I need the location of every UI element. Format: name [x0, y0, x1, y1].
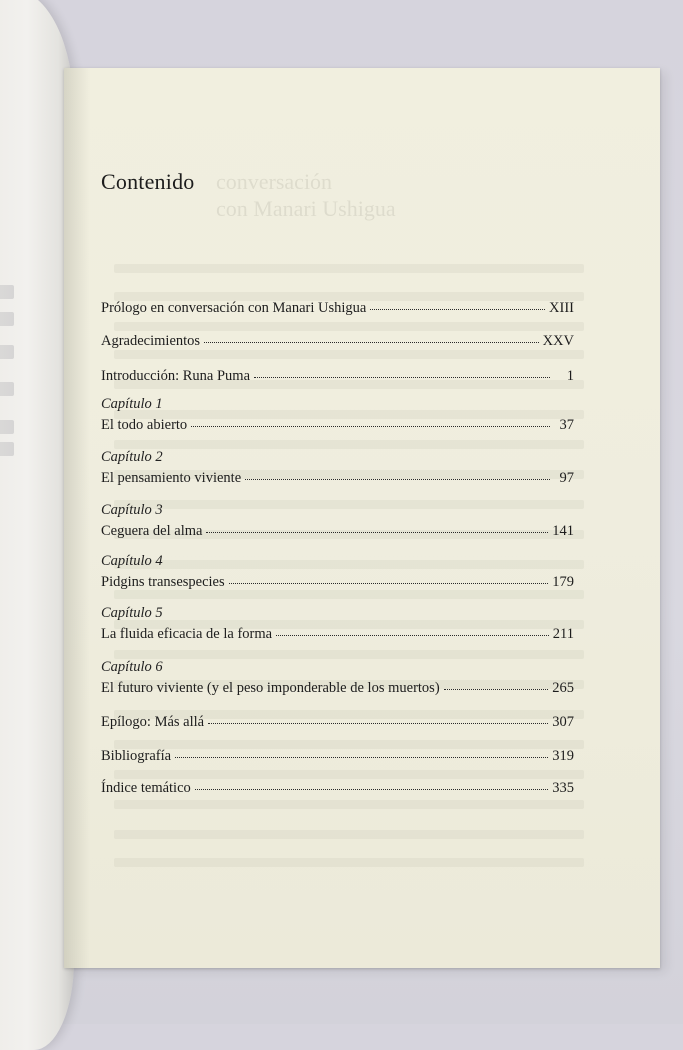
toc-entry: [101, 502, 574, 540]
toc-title: Ceguera del alma: [101, 523, 203, 539]
toc-page-number: XIII: [549, 300, 574, 316]
toc-page-number: XXV: [542, 333, 574, 349]
dot-leader: [245, 478, 550, 480]
page-title: Contenido: [101, 169, 195, 194]
toc-line: [101, 333, 574, 350]
toc-title: Agradecimientos: [101, 333, 201, 349]
toc-page-number: 37: [559, 417, 574, 433]
toc-title: Bibliografía: [101, 748, 172, 764]
toc-entry: [101, 714, 574, 731]
toc-line: [101, 470, 574, 487]
toc-page-number: 335: [552, 780, 574, 796]
toc-entry: [101, 300, 574, 317]
dot-leader: [195, 788, 548, 790]
toc-line: [101, 680, 574, 697]
toc-entry: [101, 748, 574, 765]
dot-leader: [175, 756, 548, 758]
dot-leader: [206, 531, 548, 533]
dot-leader: [229, 582, 549, 584]
dot-leader: [204, 341, 539, 343]
dot-leader: [444, 688, 549, 690]
show-through: conversación con Manari Ushigua: [64, 68, 660, 968]
toc-page-number: 179: [552, 574, 574, 590]
toc-page-number: 211: [552, 626, 574, 642]
toc-line: [101, 748, 574, 765]
toc-title: Epílogo: Más allá: [101, 714, 205, 730]
toc-title: Índice temático: [101, 780, 191, 796]
toc-line: [101, 574, 574, 591]
toc-page-number: 319: [552, 748, 574, 764]
toc-title: El todo abierto: [101, 417, 188, 433]
toc-title: El futuro viviente (y el peso imponderable de los muertos): [101, 680, 440, 696]
dot-leader: [191, 425, 550, 427]
toc-entry: [101, 396, 574, 434]
dot-leader: [276, 634, 549, 636]
dot-leader: [254, 376, 550, 378]
toc-page-number: 97: [559, 470, 574, 486]
chapter-label: Capítulo 1: [101, 396, 163, 412]
toc-title: El pensamiento viviente: [101, 470, 242, 486]
toc-title: Prólogo en conversación con Manari Ushigua: [101, 300, 367, 316]
toc-entry: [101, 780, 574, 797]
toc-page-number: 265: [552, 680, 574, 696]
toc-entry: [101, 368, 574, 385]
toc-line: [101, 417, 574, 434]
chapter-label: Capítulo 4: [101, 553, 163, 569]
chapter-label: Capítulo 6: [101, 659, 163, 675]
toc-line: [101, 523, 574, 540]
toc-entry: [101, 605, 574, 643]
toc-line: [101, 780, 574, 797]
dot-leader: [370, 308, 545, 310]
chapter-label: Capítulo 5: [101, 605, 163, 621]
toc-entry: [101, 333, 574, 350]
toc-title: Pidgins transespecies: [101, 574, 225, 590]
facing-page: [0, 0, 74, 1050]
chapter-label: Capítulo 3: [101, 502, 163, 518]
toc-page-number: 307: [552, 714, 574, 730]
toc-page-number: 141: [552, 523, 574, 539]
toc-entry: [101, 553, 574, 591]
chapter-label: Capítulo 2: [101, 449, 163, 465]
toc-title: Introducción: Runa Puma: [101, 368, 251, 384]
dot-leader: [208, 722, 548, 724]
toc-line: [101, 626, 574, 643]
toc-line: [101, 714, 574, 731]
toc-line: [101, 368, 574, 385]
toc-title: La fluida eficacia de la forma: [101, 626, 273, 642]
toc-entry: [101, 659, 574, 697]
toc-entry: [101, 449, 574, 487]
toc-line: [101, 300, 574, 317]
toc-page-number: 1: [566, 368, 574, 384]
contents-page: [64, 68, 660, 968]
